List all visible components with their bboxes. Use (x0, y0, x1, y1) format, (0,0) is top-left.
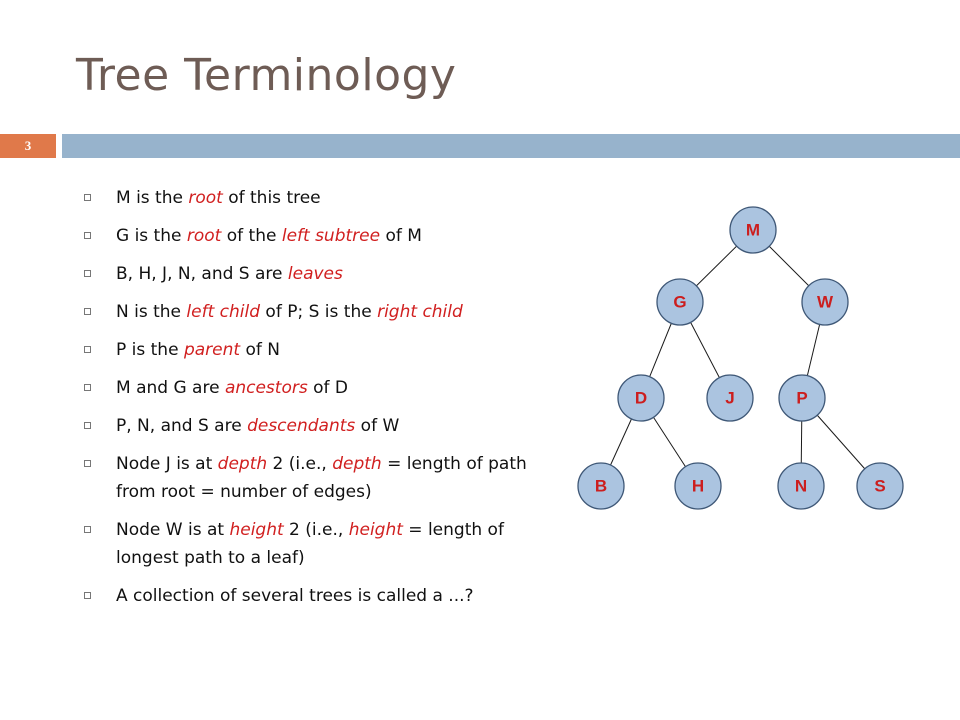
bullet-item (80, 184, 560, 212)
bullet-marker-icon (84, 270, 91, 277)
highlighted-term: left subtree (281, 226, 381, 246)
highlighted-term: depth (332, 454, 382, 474)
tree-node-G (657, 279, 703, 325)
tree-node-S (857, 463, 903, 509)
bullet-list (80, 184, 560, 620)
tree-node-H (675, 463, 721, 509)
tree-diagram (560, 190, 920, 530)
bullet-item (80, 516, 560, 572)
bullet-marker-icon (84, 460, 91, 467)
tree-node-label: P (796, 388, 808, 408)
bullet-item (80, 450, 560, 506)
bullet-text: of W (355, 416, 400, 436)
highlighted-term: height (229, 520, 284, 540)
tree-node-label: N (794, 476, 808, 496)
bullet-text: Node W is at (116, 520, 230, 540)
bullet-text: N is the (116, 302, 187, 322)
tree-node-N (778, 463, 824, 509)
bullet-text: of M (380, 226, 422, 246)
highlighted-term: ancestors (224, 378, 308, 398)
bullet-marker-icon (84, 194, 91, 201)
tree-node-W (802, 279, 848, 325)
tree-node-D (618, 375, 664, 421)
bullet-item (80, 582, 560, 610)
tree-node-label: S (874, 476, 886, 496)
tree-node-label: W (816, 292, 834, 312)
tree-node-label: M (745, 220, 761, 240)
tree-node-label: H (691, 476, 705, 496)
bullet-text: = length of path from root = number of edges) (116, 454, 527, 502)
bullet-text: of N (240, 340, 280, 360)
bullet-text: Node J is at (116, 454, 218, 474)
highlighted-term: descendants (247, 416, 356, 436)
bullet-item (80, 412, 560, 440)
highlighted-term: leaves (287, 264, 343, 284)
bullet-marker-icon (84, 308, 91, 315)
highlighted-term: root (188, 188, 223, 208)
bullet-text: of D (307, 378, 349, 398)
highlighted-term: height (348, 520, 403, 540)
header-bar (62, 134, 960, 158)
highlighted-term: left child (186, 302, 261, 322)
bullet-text: M is the (116, 188, 189, 208)
bullet-text: G is the (116, 226, 187, 246)
bullet-marker-icon (84, 592, 91, 599)
bullet-text: of the (221, 226, 282, 246)
bullet-text: P, N, and S are (116, 416, 248, 436)
tree-node-label: D (634, 388, 648, 408)
bullet-text: P is the (116, 340, 184, 360)
slide-title: Tree Terminology (76, 50, 457, 101)
tree-node-B (578, 463, 624, 509)
tree-node-label: G (673, 292, 687, 312)
highlighted-term: depth (217, 454, 268, 474)
highlighted-term: parent (183, 340, 241, 360)
bullet-text: 2 (i.e., (267, 454, 333, 474)
bullet-item (80, 222, 560, 250)
bullet-text: of P; S is the (260, 302, 378, 322)
bullet-marker-icon (84, 384, 91, 391)
highlighted-term: right child (377, 302, 463, 322)
bullet-marker-icon (84, 346, 91, 353)
tree-node-J (707, 375, 753, 421)
highlighted-term: root (186, 226, 222, 246)
bullet-text: A collection of several trees is called a ...? (116, 586, 474, 606)
bullet-text: = length of longest path to a leaf) (116, 520, 504, 568)
bullet-text: of this tree (222, 188, 321, 208)
bullet-text: M and G are (116, 378, 225, 398)
bullet-marker-icon (84, 422, 91, 429)
bullet-text: 2 (i.e., (283, 520, 349, 540)
tree-node-P (779, 375, 825, 421)
bullet-marker-icon (84, 232, 91, 239)
bullet-text: B, H, J, N, and S are (116, 264, 288, 284)
tree-node-M (730, 207, 776, 253)
bullet-item (80, 260, 560, 288)
bullet-item (80, 374, 560, 402)
slide-number: 3 (0, 134, 56, 158)
tree-node-label: B (594, 476, 608, 496)
bullet-item (80, 298, 560, 326)
tree-node-label: J (725, 388, 735, 408)
bullet-item (80, 336, 560, 364)
bullet-marker-icon (84, 526, 91, 533)
